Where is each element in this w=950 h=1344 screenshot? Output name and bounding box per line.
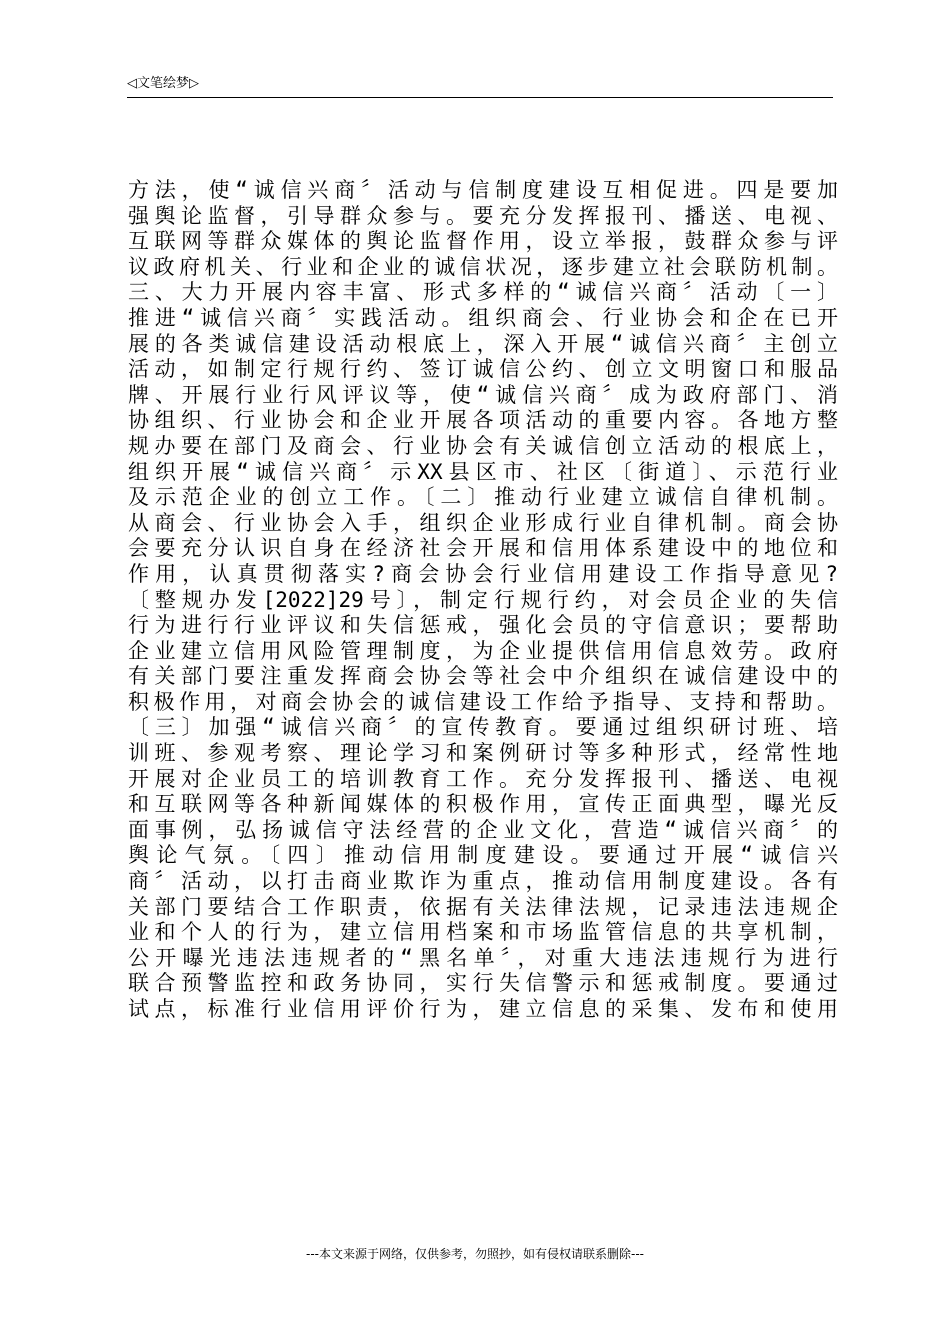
paragraph-line: 及示范企业的创立工作。〔二〕推动行业建立诚信自律机制。 bbox=[128, 485, 838, 510]
paragraph-line: 活动，如制定行规行约、签订诚信公约、创立文明窗口和服品 bbox=[128, 357, 838, 382]
page-header bbox=[127, 74, 833, 98]
paragraph-line: 和互联网等各种新闻媒体的积极作用，宣传正面典型，曝光反 bbox=[128, 792, 838, 817]
paragraph-line: 联合预警监控和政务协同，实行失信警示和惩戒制度。要通过 bbox=[128, 971, 838, 996]
paragraph-line: 作用，认真贯彻落实?商会协会行业信用建设工作指导意见? bbox=[128, 561, 838, 586]
paragraph-line: 议政府机关、行业和企业的诚信状况，逐步建立社会联防机制。 bbox=[128, 254, 838, 279]
paragraph-line: 行为进行行业评议和失信惩戒，强化会员的守信意识；要帮助 bbox=[128, 613, 838, 638]
paragraph-line: 组织开展“诚信兴商〞示XX县区市、社区〔街道〕、示范行业 bbox=[128, 459, 838, 484]
paragraph-line: 从商会、行业协会入手，组织企业形成行业自律机制。商会协 bbox=[128, 510, 838, 535]
footer-notice: ---本文来源于网络，仅供参考，勿照抄，如有侵权请联系删除--- bbox=[306, 1247, 644, 1261]
paragraph-line: 推进“诚信兴商〞实践活动。组织商会、行业协会和企在已开 bbox=[128, 305, 838, 330]
paragraph-line: 有关部门要注重发挥商会协会等社会中介组织在诚信建设中的 bbox=[128, 664, 838, 689]
page-footer bbox=[0, 1246, 950, 1262]
paragraph-line: 互联网等群众媒体的舆论监督作用，设立举报，鼓群众参与评 bbox=[128, 229, 838, 254]
paragraph-line: 商〞活动，以打击商业欺诈为重点，推动信用制度建设。各有 bbox=[128, 869, 838, 894]
paragraph-line: 企业建立信用风险管理制度，为企业提供信用信息效劳。政府 bbox=[128, 638, 838, 663]
paragraph-line: 舆论气氛。〔四〕推动信用制度建设。要通过开展“诚信兴 bbox=[128, 843, 838, 868]
paragraph-line: 试点，标准行业信用评价行为，建立信息的采集、发布和使用 bbox=[128, 997, 838, 1021]
paragraph-line: 展的各类诚信建设活动根底上，深入开展“诚信兴商〞主创立 bbox=[128, 331, 838, 356]
header-brand: ◁文笔绘梦▷ bbox=[127, 76, 199, 91]
header-divider bbox=[127, 97, 833, 98]
paragraph-line: 开展对企业员工的培训教育工作。充分发挥报刊、播送、电视 bbox=[128, 766, 838, 791]
paragraph-line: 积极作用，对商会协会的诚信建设工作给予指导、支持和帮助。 bbox=[128, 689, 838, 714]
paragraph-line: 协组织、行业协会和企业开展各项活动的重要内容。各地方整 bbox=[128, 408, 838, 433]
paragraph-line: 三、大力开展内容丰富、形式多样的“诚信兴商〞活动〔一〕 bbox=[128, 280, 838, 305]
paragraph-line: 〔整规办发[2022]29号〕，制定行规行约，对会员企业的失信 bbox=[128, 587, 838, 612]
paragraph-line: 规办要在部门及商会、行业协会有关诚信创立活动的根底上， bbox=[128, 433, 838, 458]
paragraph-line: 面事例，弘扬诚信守法经营的企业文化，营造“诚信兴商〞的 bbox=[128, 817, 838, 842]
paragraph-line: 牌、开展行业行风评议等，使“诚信兴商〞成为政府部门、消 bbox=[128, 382, 838, 407]
paragraph-line: 会要充分认识自身在经济社会开展和信用体系建设中的地位和 bbox=[128, 536, 838, 561]
paragraph-line: 〔三〕加强“诚信兴商〞的宣传教育。要通过组织研讨班、培 bbox=[128, 715, 838, 740]
paragraph-line: 公开曝光违法违规者的“黑名单〞，对重大违法违规行为进行 bbox=[128, 945, 838, 970]
paragraph-line: 业和个人的行为，建立信用档案和市场监管信息的共享机制， bbox=[128, 920, 838, 945]
paragraph-line: 强舆论监督，引导群众参与。要充分发挥报刊、播送、电视、 bbox=[128, 203, 838, 228]
paragraph-line: 方法，使“诚信兴商〞活动与信制度建设互相促进。四是要加 bbox=[128, 178, 838, 202]
paragraph-line: 关部门要结合工作职责，依据有关法律法规，记录违法违规企 bbox=[128, 894, 838, 919]
body-text bbox=[128, 178, 838, 1023]
paragraph-line: 训班、参观考察、理论学习和案例研讨等多种形式，经常性地 bbox=[128, 741, 838, 766]
